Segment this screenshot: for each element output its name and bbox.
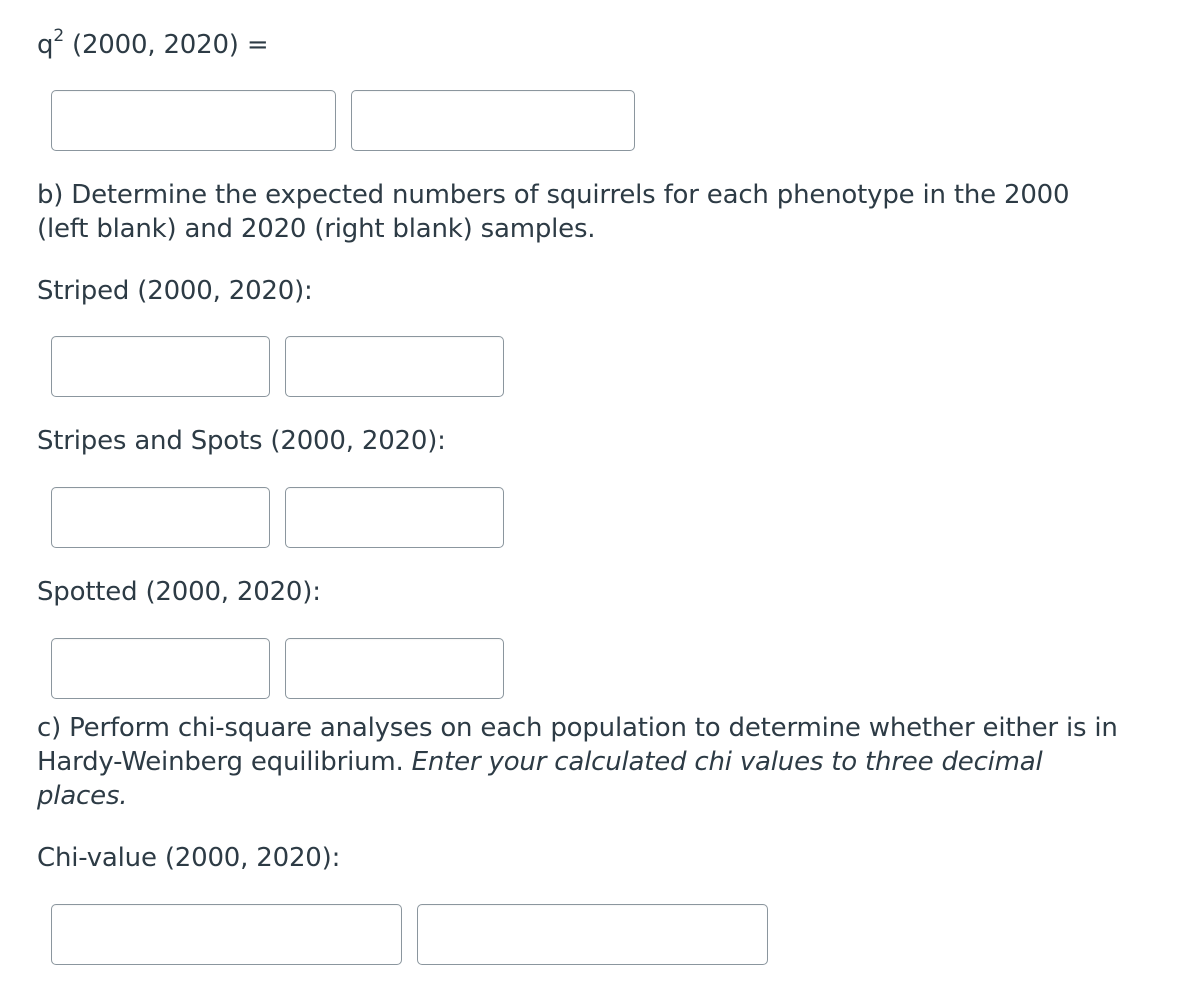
q-squared-label-suffix: (2000, 2020) = [63, 30, 269, 60]
q-squared-label [37, 28, 268, 62]
chi-value-2000-input[interactable] [51, 904, 402, 965]
q-squared-label-exponent: 2 [53, 26, 64, 47]
striped-2020-input[interactable] [285, 336, 504, 397]
part-c-instructions [37, 711, 1127, 813]
striped-label: Striped (2000, 2020): [37, 276, 313, 306]
chi-value-2020-input[interactable] [417, 904, 768, 965]
striped-2000-input[interactable] [51, 336, 270, 397]
stripes-and-spots-2000-input[interactable] [51, 487, 270, 548]
q-squared-2000-input[interactable] [51, 90, 336, 151]
chi-value-label: Chi-value (2000, 2020): [37, 843, 341, 873]
q-squared-2020-input[interactable] [351, 90, 635, 151]
part-c-instructions-plain: c) Perform chi-square analyses on each population to determine whether either is in Hardy-Weinberg equilibrium. [37, 713, 1118, 777]
part-c-instructions-italic: Enter your calculated chi values to three decimal places. [37, 747, 1043, 811]
spotted-2020-input[interactable] [285, 638, 504, 699]
stripes-and-spots-2020-input[interactable] [285, 487, 504, 548]
q-squared-label-prefix: q [37, 30, 54, 60]
part-b-instructions: b) Determine the expected numbers of squirrels for each phenotype in the 2000 (left blank) and 2020 (right blank) samples. [37, 180, 1070, 244]
spotted-label: Spotted (2000, 2020): [37, 577, 321, 607]
stripes-and-spots-label: Stripes and Spots (2000, 2020): [37, 426, 446, 456]
spotted-2000-input[interactable] [51, 638, 270, 699]
